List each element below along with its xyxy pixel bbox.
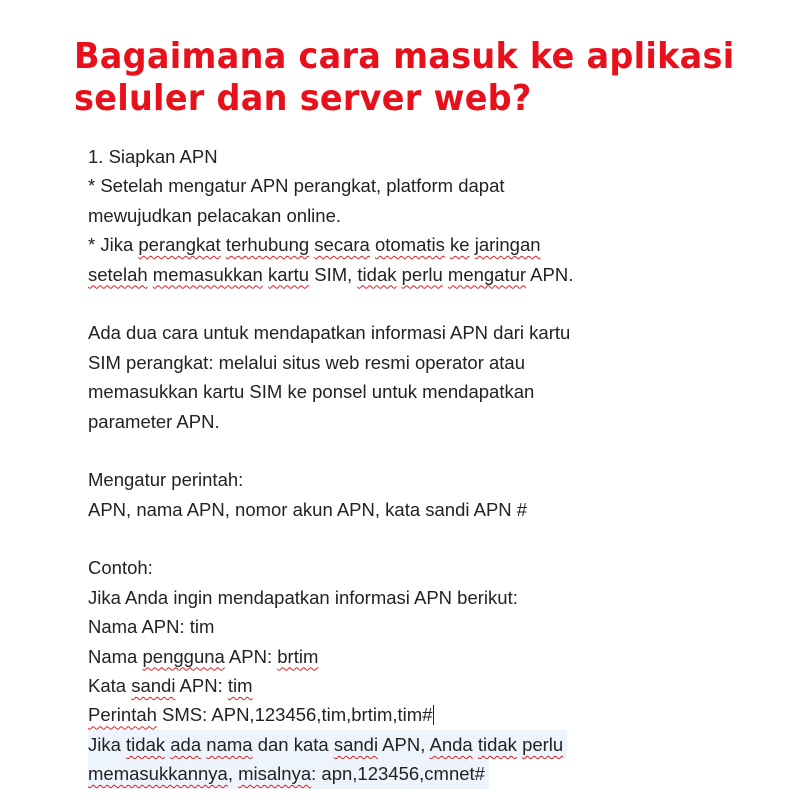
text: : apn,123456,cmnet# (311, 763, 485, 785)
misspelled-word: secara (314, 234, 370, 256)
misspelled-word: sandi (333, 733, 379, 755)
misspelled-word: kartu (267, 263, 310, 285)
para-2-line-3: memasukkan kartu SIM ke ponsel untuk mendapatkan (88, 381, 535, 403)
sms-command-line (88, 700, 648, 729)
misspelled-word: sandi (131, 675, 176, 697)
text: Jika (88, 733, 127, 755)
selection-highlight (88, 759, 489, 788)
blank-line (88, 524, 648, 553)
note-2-line-1 (88, 230, 648, 259)
command-label: Mengatur perintah: (88, 469, 244, 491)
apn-pass-line (88, 671, 648, 700)
para-2-line-1: Ada dua cara untuk mendapatkan informasi APN dari kartu (88, 322, 571, 344)
misspelled-word: perlu (401, 263, 443, 285)
no-name-line-2 (88, 759, 648, 788)
misspelled-word: Anda (429, 733, 473, 755)
misspelled-word: mengatur (447, 263, 527, 285)
title-line-1: Bagaimana cara masuk ke aplikasi (74, 36, 735, 77)
misspelled-word: misalnya (238, 763, 312, 785)
note-1-line-2: mewujudkan pelacakan online. (88, 204, 342, 226)
note-2-line-2 (88, 260, 648, 289)
text: dan kata (252, 733, 334, 755)
example-intro: Jika Anda ingin mendapatkan informasi APN berikut: (88, 586, 518, 608)
text: APN: (175, 675, 228, 697)
text: Kata (88, 675, 132, 697)
misspelled-word: tidak (126, 733, 166, 755)
misspelled-word: jaringan (474, 234, 541, 256)
misspelled-word: perlu (522, 733, 564, 755)
para-2-line-2: SIM perangkat: melalui situs web resmi operator atau (88, 351, 526, 373)
no-name-line-1 (88, 730, 648, 759)
step-heading: 1. Siapkan APN (88, 146, 218, 167)
note-1-line-1: * Setelah mengatur APN perangkat, platform dapat (88, 175, 505, 197)
apn-name-line: Nama APN: tim (88, 616, 215, 638)
page-title (74, 36, 735, 120)
text-cursor (433, 705, 434, 725)
para-2-line-4: parameter APN. (88, 410, 220, 432)
misspelled-word: ke (450, 234, 470, 256)
text: APN. (526, 263, 574, 285)
misspelled-word: nama (206, 733, 253, 755)
text: SIM, (309, 263, 358, 285)
misspelled-word: terhubung (225, 234, 310, 256)
text: APN, (378, 733, 430, 755)
misspelled-word: perangkat (138, 234, 221, 256)
misspelled-word: tim (227, 675, 253, 697)
misspelled-word: ada (170, 733, 202, 755)
misspelled-word: Perintah (88, 704, 157, 726)
apn-user-line (88, 642, 648, 671)
misspelled-word: otomatis (374, 234, 445, 256)
misspelled-word: tidak (477, 733, 517, 755)
title-line-2: seluler dan server web? (74, 78, 532, 119)
misspelled-word: setelah (88, 263, 148, 285)
example-label: Contoh: (88, 557, 153, 579)
misspelled-word: pengguna (142, 645, 225, 667)
selection-highlight (88, 730, 567, 759)
misspelled-word: memasukkan (152, 263, 263, 285)
misspelled-word: memasukkannya (88, 763, 228, 785)
misspelled-word: brtim (277, 645, 319, 667)
text: APN: (224, 645, 278, 667)
text: SMS: APN,123456,tim,brtim,tim# (156, 704, 433, 726)
document-body[interactable] (88, 142, 648, 789)
text: , (227, 763, 239, 785)
command-format: APN, nama APN, nomor akun APN, kata sandi APN # (88, 498, 528, 520)
text: Nama (88, 645, 143, 667)
blank-line (88, 436, 648, 465)
text: * Jika (88, 234, 139, 256)
blank-line (88, 289, 648, 318)
misspelled-word: tidak (357, 263, 397, 285)
